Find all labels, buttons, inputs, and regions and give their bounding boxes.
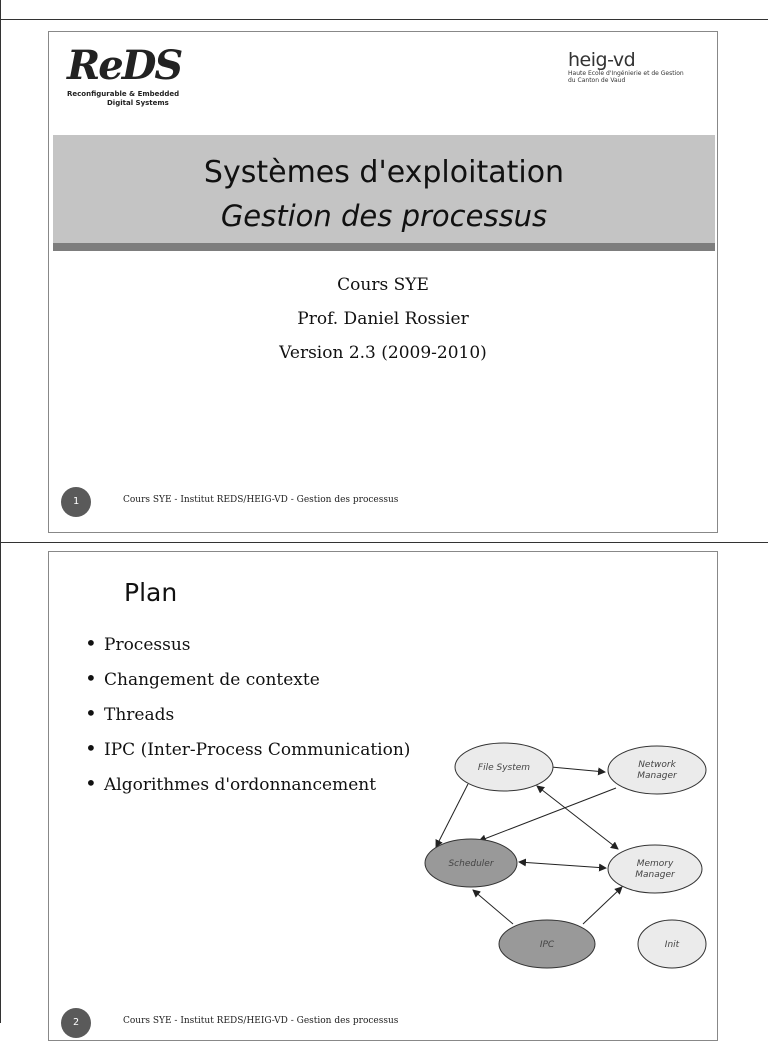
bullet-list <box>85 626 410 801</box>
reds-logo-main: ReDS <box>67 42 182 89</box>
edge-fs-scheduler <box>436 784 468 847</box>
slide-1 <box>48 31 718 533</box>
node-network-label-line1: Network <box>638 760 676 770</box>
node-file-system-label: File System <box>477 763 531 773</box>
reds-logo-subtitle <box>67 90 207 108</box>
slide-number-badge: 1 <box>61 487 91 517</box>
node-network-label-line2: Manager <box>637 771 677 781</box>
slide-title: Plan <box>124 578 178 607</box>
heig-vd-logo-sub-line2: du Canton de Vaud <box>568 77 626 84</box>
edge-fs-network <box>551 767 605 772</box>
bullet-item: • IPC (Inter-Process Communication) <box>85 731 410 766</box>
os-components-diagram <box>419 732 719 977</box>
course-name: Cours SYE <box>337 275 429 295</box>
slide-title: Systèmes d'exploitation <box>203 155 565 190</box>
node-scheduler-label: Scheduler <box>448 859 494 869</box>
page-divider-middle <box>0 542 768 543</box>
bullet-item: • Changement de contexte <box>85 661 410 696</box>
professor-name: Prof. Daniel Rossier <box>297 309 469 329</box>
node-ipc-label: IPC <box>539 940 555 950</box>
heig-vd-logo-sub-line1: Haute Ecole d'Ingénierie et de Gestion <box>568 70 684 77</box>
edge-scheduler-memory <box>519 862 606 868</box>
node-memory-manager <box>608 845 702 893</box>
slide-number-badge: 2 <box>61 1008 91 1038</box>
bullet-item: • Processus <box>85 626 410 661</box>
page-divider-top <box>0 19 768 20</box>
slide-2 <box>48 551 718 1041</box>
node-memory-label-line2: Manager <box>635 870 675 880</box>
slide-subtitle: Gestion des processus <box>220 199 548 233</box>
bullet-item: • Algorithmes d'ordonnancement <box>85 766 410 801</box>
heig-vd-logo <box>568 50 703 84</box>
reds-logo-sub-line2: Digital Systems <box>107 99 169 107</box>
edge-ipc-memory <box>583 887 622 924</box>
heig-vd-logo-main: heig-vd <box>568 49 636 71</box>
node-init-label: Init <box>664 940 680 950</box>
version-info: Version 2.3 (2009-2010) <box>279 343 487 363</box>
title-band <box>53 135 715 251</box>
node-network-manager <box>608 746 706 794</box>
reds-logo-sub-line1: Reconfigurable & Embedded <box>67 90 180 98</box>
slide-footer: Cours SYE - Institut REDS/HEIG-VD - Gestion des processus <box>123 495 399 505</box>
edge-fs-memory <box>537 786 618 849</box>
bullet-item: • Threads <box>85 696 410 731</box>
node-memory-label-line1: Memory <box>636 859 674 869</box>
reds-logo <box>67 42 207 112</box>
edge-ipc-scheduler <box>473 890 513 924</box>
slide-footer: Cours SYE - Institut REDS/HEIG-VD - Gestion des processus <box>123 1016 399 1026</box>
edge-network-scheduler <box>479 788 616 841</box>
title-band-bar <box>53 243 715 251</box>
